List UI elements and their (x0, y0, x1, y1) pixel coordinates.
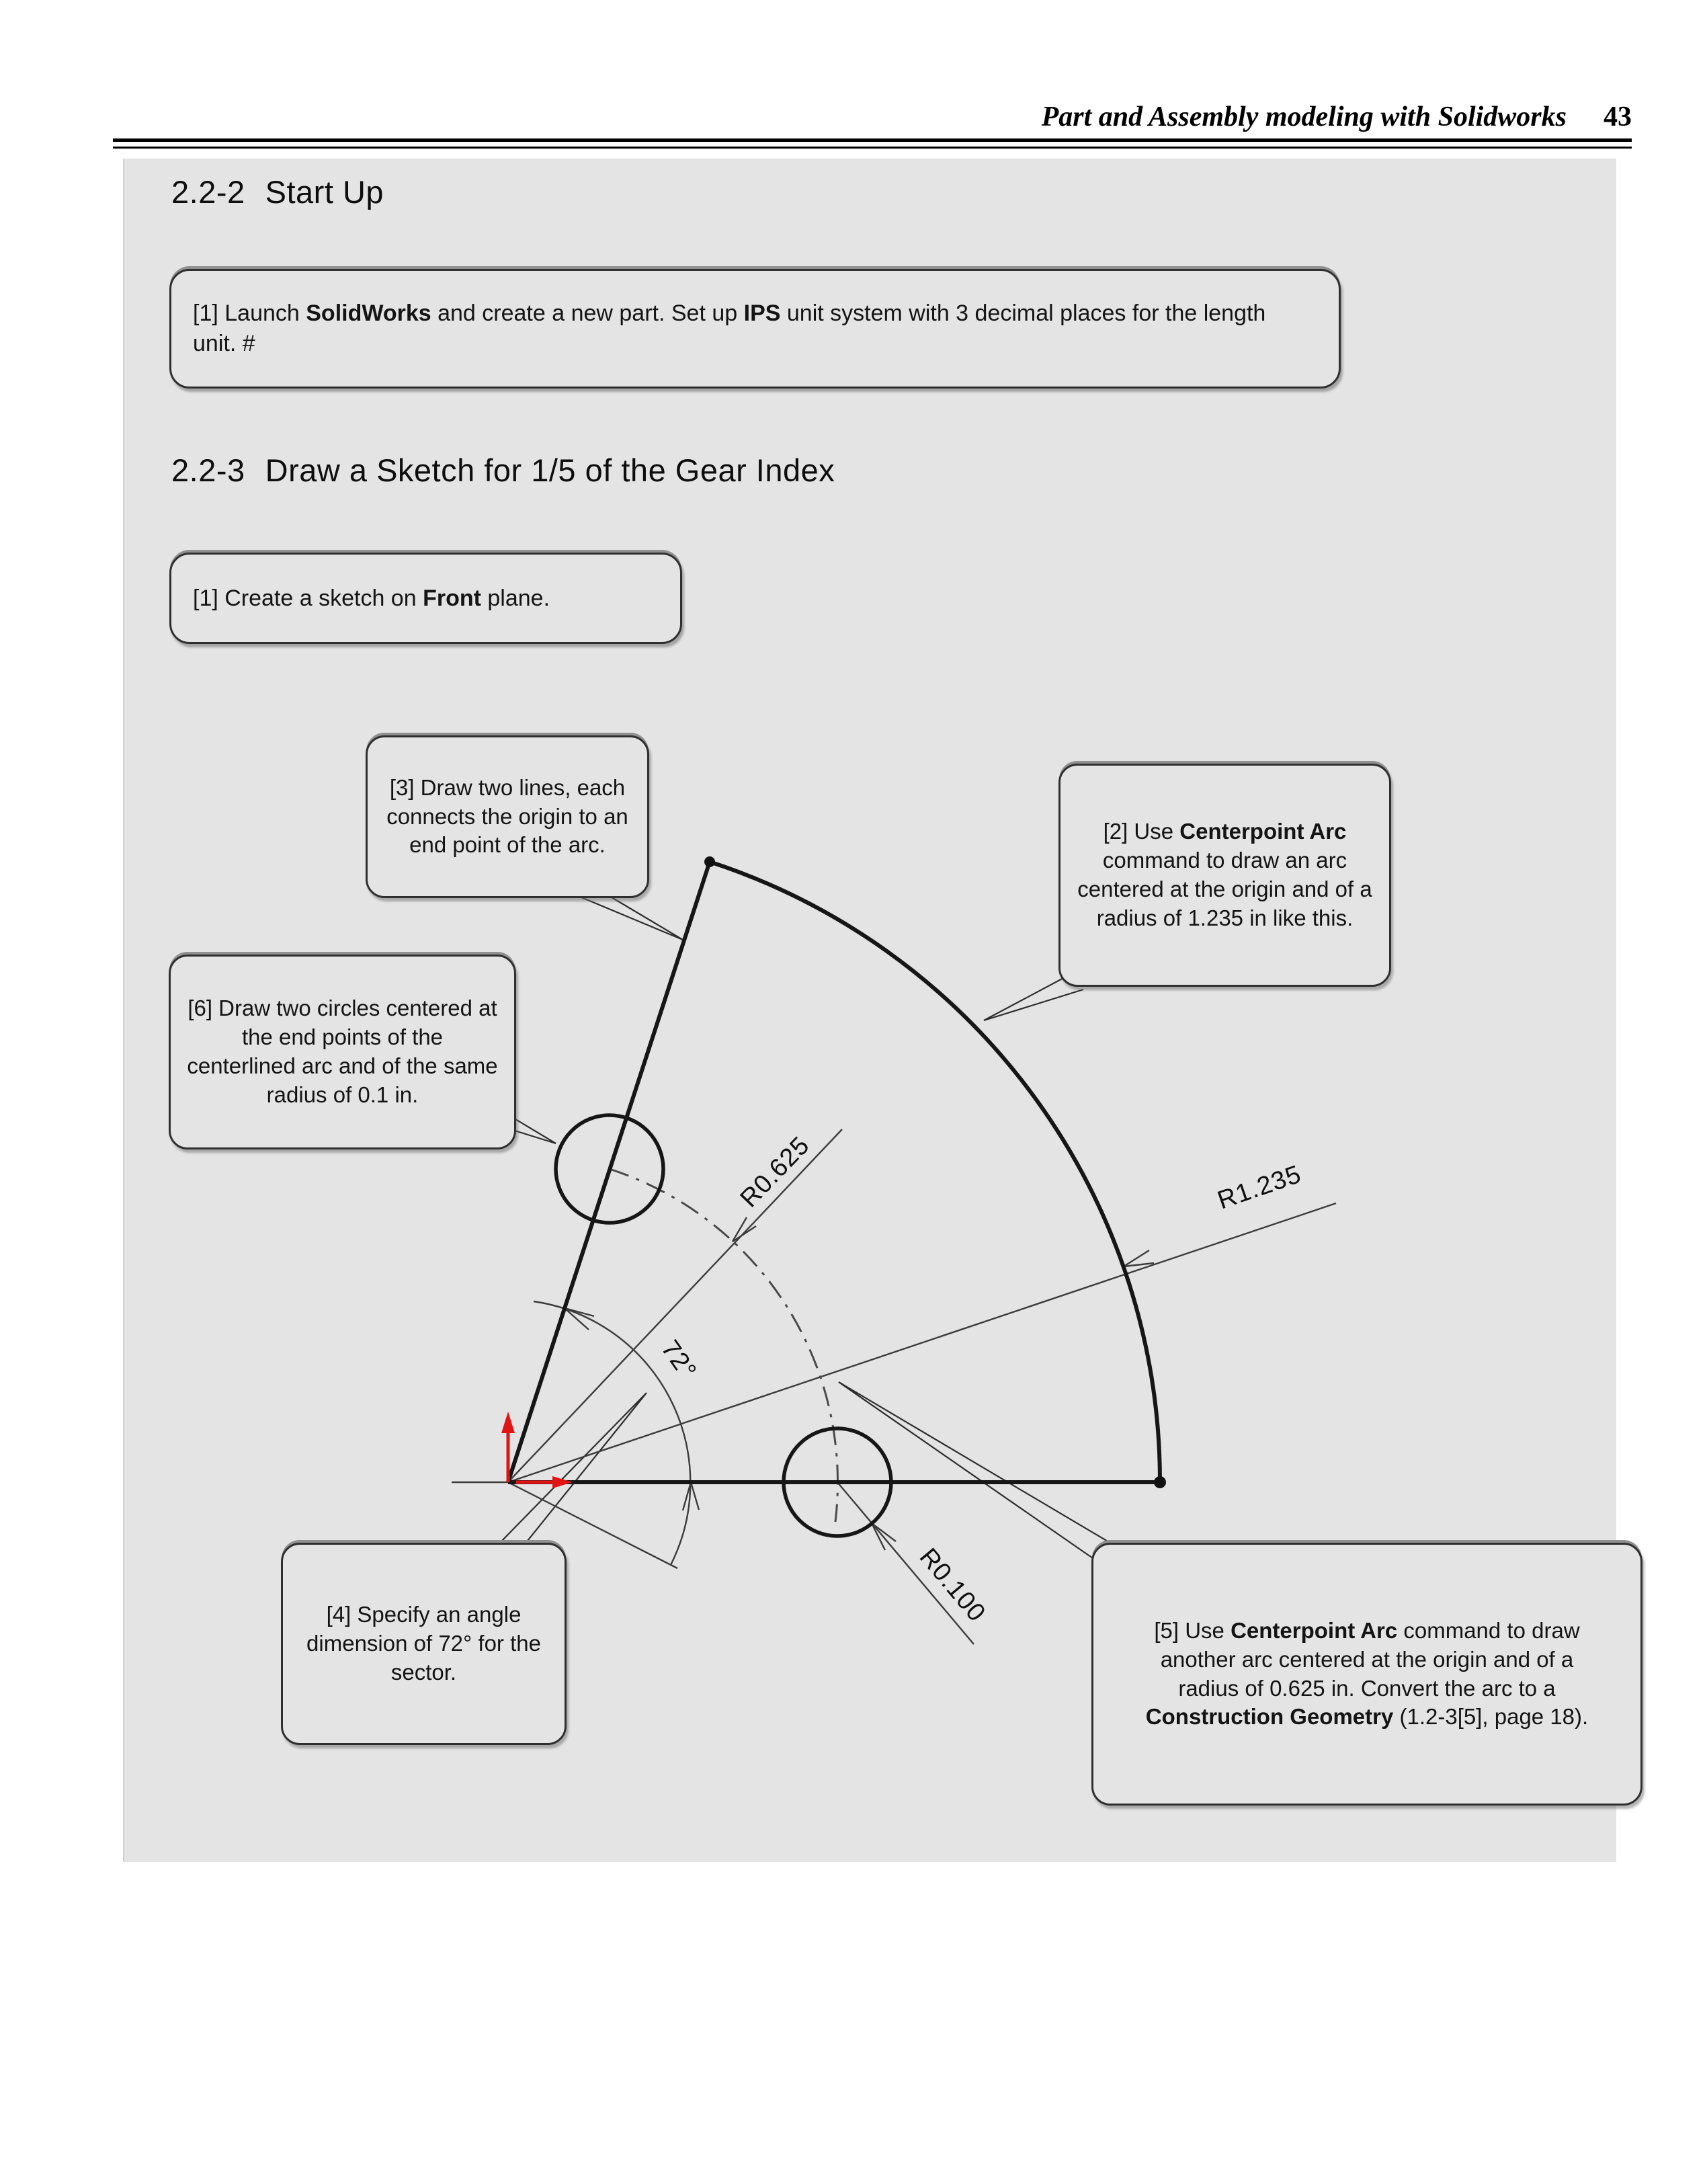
origin-marker (501, 1412, 573, 1488)
text-run-bold: Construction Geometry (1145, 1704, 1394, 1730)
section-title: Start Up (265, 174, 384, 210)
text-run: [2] Use (1103, 819, 1180, 844)
text-run-bold: IPS (743, 300, 781, 327)
callout-6-two-circles (169, 955, 516, 1149)
text-run: plane. (481, 585, 550, 611)
callout-5-construction-geometry (1091, 1543, 1642, 1806)
header-title: Part and Assembly modeling with Solidworks (1041, 102, 1567, 132)
dim-label-r0625: R0.625 (735, 1131, 816, 1213)
dim-label-r0100: R0.100 (913, 1543, 991, 1628)
text-run: [5] Use (1154, 1617, 1231, 1643)
text-run: command to draw another arc centered at the origin and of a radius of 0.625 in. Convert the arc to a (1160, 1617, 1580, 1701)
arrowhead-r1235 (1124, 1250, 1154, 1266)
text-run-bold: Front (423, 585, 481, 611)
text-run-bold: SolidWorks (306, 300, 431, 327)
leader-line-c3 (577, 891, 683, 940)
callout-4-angle-dimension (281, 1543, 567, 1745)
text-run: command to draw an arc centered at the origin and of a radius of 1.235 in like this. (1077, 848, 1372, 930)
text-run: unit system with 3 decimal places for the length unit. # (193, 300, 1266, 356)
text-run: [1] Launch (193, 300, 306, 327)
callout-text: [3] Draw two lines, each connects the origin to an end point of the arc. (386, 774, 628, 858)
section-title: Draw a Sketch for 1/5 of the Gear Index (265, 452, 835, 488)
arrowhead-r0625 (733, 1217, 756, 1242)
page-number: 43 (1604, 102, 1632, 132)
callout-text: [6] Draw two circles centered at the end points of the centerlined arc and of the same radius of 0.1 in. (187, 996, 498, 1107)
origin-y-arrowhead-icon (501, 1412, 515, 1433)
callout-3-draw-lines (366, 735, 649, 898)
section-number: 2.2-3 (171, 452, 245, 488)
dim-line-r0100 (837, 1482, 974, 1644)
construction-arc (610, 1169, 838, 1522)
text-run-bold: Centerpoint Arc (1231, 1617, 1398, 1643)
callout-2-centerpoint-arc (1058, 764, 1391, 987)
text-run-bold: Centerpoint Arc (1179, 819, 1347, 844)
leader-line-c4 (501, 1393, 647, 1547)
callout-text (1074, 817, 1376, 933)
text-run: and create a new part. Set up (431, 300, 744, 327)
callout-text: [4] Specify an angle dimension of 72° for the sector. (306, 1602, 541, 1685)
arc-endpoint-right (1154, 1476, 1166, 1488)
sector-left-line (508, 862, 710, 1482)
arc-endpoint-top (704, 856, 715, 867)
dim-label-r1235: R1.235 (1214, 1160, 1305, 1215)
dim-label-angle: 72° (655, 1335, 702, 1385)
dimension-arrows (565, 1217, 1154, 1550)
section-number: 2.2-2 (171, 174, 245, 210)
text-run: [1] Create a sketch on (193, 585, 423, 611)
angle-dim-arc (534, 1301, 690, 1565)
text-run: (1.2-3[5], page 18). (1393, 1704, 1589, 1730)
callout-text (1142, 1617, 1592, 1732)
